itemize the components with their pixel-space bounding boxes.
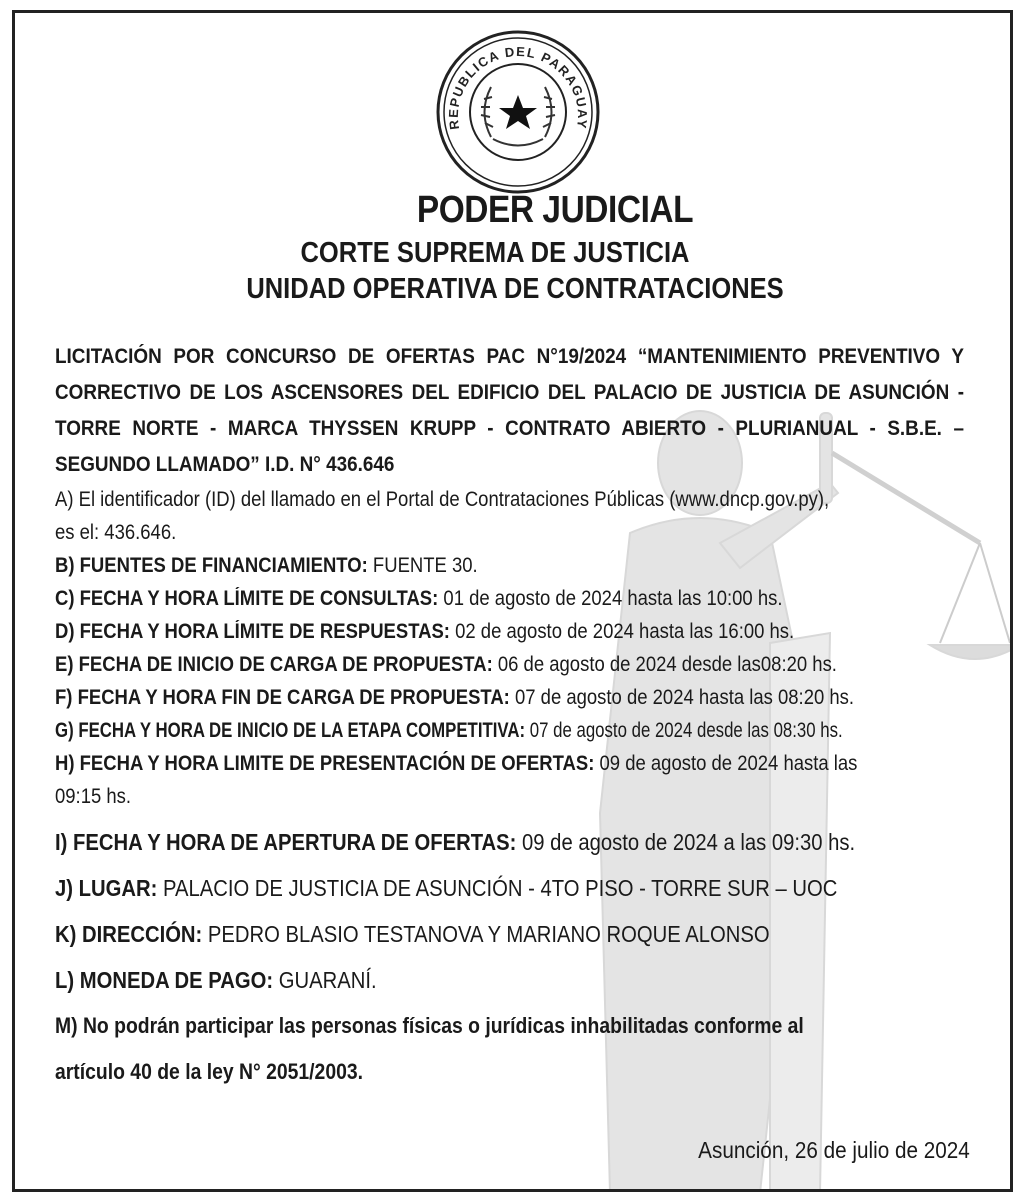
item-e [55,648,970,681]
item-h-line-2: 09:15 hs. [55,785,132,808]
item-i [55,819,970,865]
item-k [55,911,970,957]
header-line-2: CORTE SUPREMA DE JUSTICIA [300,237,690,269]
item-h-label: H) FECHA Y HORA LIMITE DE PRESENTACIÓN DE OFERTAS: [55,752,595,775]
item-e-value: 06 de agosto de 2024 desde las08:20 hs. [492,653,837,676]
item-f-label: F) FECHA Y HORA FIN DE CARGA DE PROPUESTA: [55,686,510,709]
item-b-label: B) FUENTES DE FINANCIAMIENTO: [55,554,368,577]
item-k-label: K) DIRECCIÓN: [55,921,203,947]
item-g-value: 07 de agosto de 2024 desde las 08:30 hs. [525,719,843,742]
notice-frame [12,10,1013,1192]
item-d [55,615,970,648]
item-f [55,681,970,714]
star-icon [499,95,537,129]
item-i-value: 09 de agosto de 2024 a las 09:30 hs. [516,829,856,855]
item-b-value: FUENTE 30. [367,554,478,577]
header-line-3: UNIDAD OPERATIVA DE CONTRATACIONES [246,273,784,305]
item-a-line-2: es el: 436.646. [55,521,177,544]
item-f-value: 07 de agosto de 2024 hasta las 08:20 hs. [509,686,855,709]
item-l-value: GUARANÍ. [273,967,377,993]
item-b [55,549,970,582]
item-m-line-2 [55,1049,970,1095]
item-g [55,714,887,747]
notice-title: LICITACIÓN POR CONCURSO DE OFERTAS PAC N°19/2024 “MANTENIMIENTO PREVENTIVO Y CORRECTIVO DE LOS ASCENSORES DEL EDIFICIO DEL PALACIO DE JUSTICIA DE ASUNCIÓN - TORRE NORTE - MARCA THYSSEN KRUPP - CONTRATO ABIERTO - PLURIANUAL - S.B.E. – SEGUNDO LLAMADO” I.D. N° 436.646 [55,345,964,476]
item-g-label: G) FECHA Y HORA DE INICIO DE LA ETAPA COMPETITIVA: [55,719,526,742]
notice-body [55,339,975,1095]
item-a-line-1: A) El identificador (ID) del llamado en el Portal de Contrataciones Públicas (www.dncp.gov.py), [55,488,830,511]
item-i-label: I) FECHA Y HORA DE APERTURA DE OFERTAS: [55,829,517,855]
signing-date: Asunción, 26 de julio de 2024 [698,1137,970,1163]
item-l [55,957,970,1003]
item-c-value: 01 de agosto de 2024 hasta las 10:00 hs. [438,587,783,610]
item-c-label: C) FECHA Y HORA LÍMITE DE CONSULTAS: [55,587,439,610]
item-m-line-1 [55,1003,970,1049]
header-line-1: PODER JUDICIAL [416,189,694,231]
item-h [55,747,970,780]
item-k-value: PEDRO BLASIO TESTANOVA Y MARIANO ROQUE ALONSO [202,921,770,947]
seal-text: REPUBLICA DEL PARAGUAY [445,43,591,131]
item-m-line-1-text: M) No podrán participar las personas físicas o jurídicas inhabilitadas conforme al [55,1013,804,1038]
item-j [55,865,970,911]
item-j-value: PALACIO DE JUSTICIA DE ASUNCIÓN - 4TO PISO - TORRE SUR – UOC [157,875,838,901]
item-d-label: D) FECHA Y HORA LÍMITE DE RESPUESTAS: [55,620,450,643]
item-m-line-2-text: artículo 40 de la ley N° 2051/2003. [55,1059,364,1084]
item-e-label: E) FECHA DE INICIO DE CARGA DE PROPUESTA: [55,653,493,676]
item-c [55,582,970,615]
item-l-label: L) MONEDA DE PAGO: [55,967,274,993]
item-j-label: J) LUGAR: [55,875,158,901]
item-h-value: 09 de agosto de 2024 hasta las [594,752,858,775]
item-d-value: 02 de agosto de 2024 hasta las 16:00 hs. [449,620,795,643]
paraguay-seal [433,27,603,197]
